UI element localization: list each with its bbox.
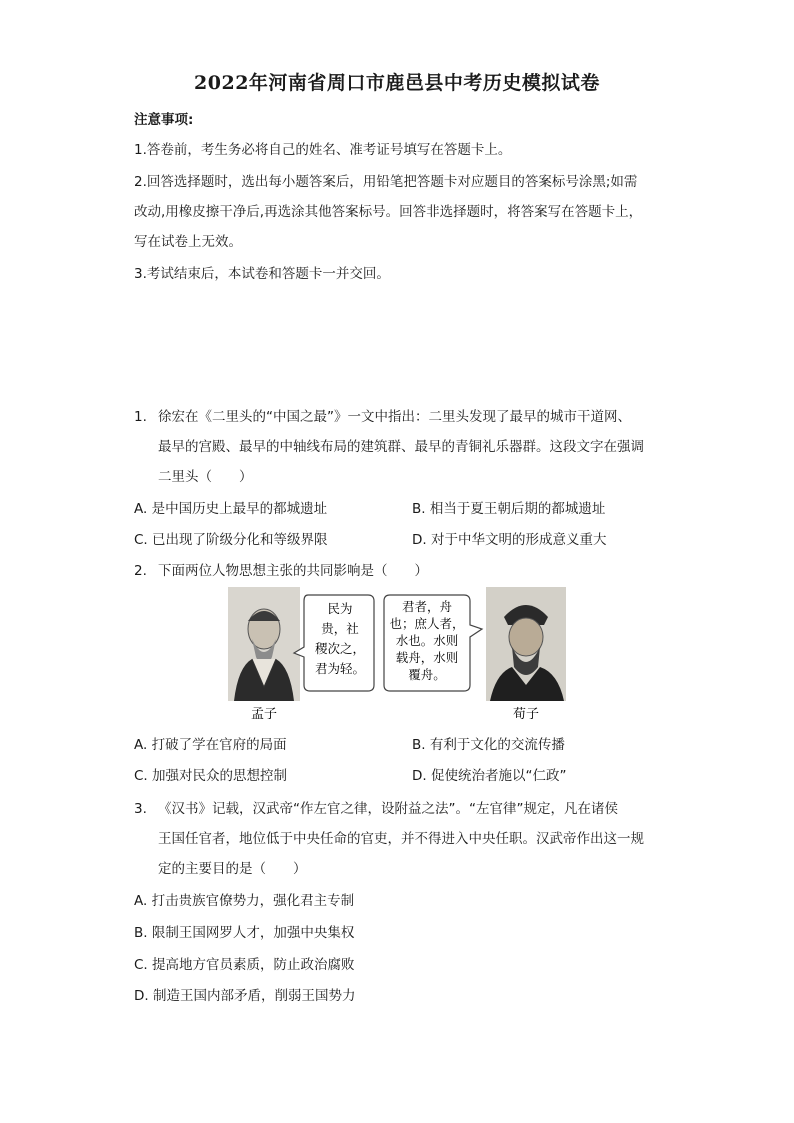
notice-item-3: 3.考试结束后，本试卷和答题卡一并交回。 xyxy=(134,266,390,282)
xunzi-quote-line: 载舟，水则 xyxy=(395,650,459,665)
mencius-xunzi-illustration xyxy=(228,587,566,722)
q3-option-c[interactable]: C. 提高地方官员素质，防止政治腐败 xyxy=(134,957,355,973)
q1-option-d[interactable]: D. 对于中华文明的形成意义重大 xyxy=(412,532,607,548)
question-line: 《汉书》记载，汉武帝“作左官之律，设附益之法”。“左官律”规定，凡在诸侯 xyxy=(158,801,618,817)
xunzi-quote-line: 也；庶人者， xyxy=(389,616,465,631)
xunzi-quote-line: 水也。水则 xyxy=(395,633,459,648)
mencius-quote-line: 民为 xyxy=(327,601,353,616)
question-3 xyxy=(134,794,674,884)
question-line: 二里头（ ） xyxy=(158,469,253,485)
question-2 xyxy=(134,556,674,586)
mencius-caption: 孟子 xyxy=(250,707,278,722)
xunzi-quote-line: 覆舟。 xyxy=(408,667,446,682)
q1-option-a[interactable]: A. 是中国历史上最早的都城遗址 xyxy=(134,501,328,517)
q1-option-c[interactable]: C. 已出现了阶级分化和等级界限 xyxy=(134,532,328,548)
question-number: 3. xyxy=(134,801,147,817)
question-line: 徐宏在《二里头的“中国之最”》一文中指出：二里头发现了最早的城市干道网、 xyxy=(158,409,631,425)
question-1 xyxy=(134,402,674,492)
notice-item-2-line-2: 改动,用橡皮擦干净后,再选涂其他答案标号。回答非选择题时，将答案写在答题卡上， xyxy=(134,204,643,220)
mencius-quote-line: 稷次之， xyxy=(314,641,366,656)
q2-option-a[interactable]: A. 打破了学在官府的局面 xyxy=(134,737,287,753)
q3-option-a[interactable]: A. 打击贵族官僚势力，强化君主专制 xyxy=(134,893,355,909)
q2-option-c[interactable]: C. 加强对民众的思想控制 xyxy=(134,768,288,784)
question-number: 2. xyxy=(134,563,147,579)
question-line: 最早的宫殿、最早的中轴线布局的建筑群、最早的青铜礼乐器群。这段文字在强调 xyxy=(158,439,644,455)
q3-option-b[interactable]: B. 限制王国网罗人才，加强中央集权 xyxy=(134,925,355,941)
q2-option-b[interactable]: B. 有利于文化的交流传播 xyxy=(412,737,565,753)
question-line: 定的主要目的是（ ） xyxy=(158,861,307,877)
xunzi-caption: 荀子 xyxy=(512,707,540,722)
q3-option-d[interactable]: D. 制造王国内部矛盾，削弱王国势力 xyxy=(134,988,356,1004)
notice-item-2-line-1: 2.回答选择题时，选出每小题答案后，用铅笔把答题卡对应题目的答案标号涂黑;如需 xyxy=(134,174,638,190)
q1-option-b[interactable]: B. 相当于夏王朝后期的都城遗址 xyxy=(412,501,606,517)
mencius-quote-line: 君为轻。 xyxy=(314,661,366,676)
xunzi-quote-line: 君者，舟 xyxy=(401,599,453,614)
notice-item-2-line-3: 写在试卷上无效。 xyxy=(134,234,242,250)
question-line: 王国任官者，地位低于中央任命的官吏，并不得进入中央任职。汉武帝作出这一规 xyxy=(158,831,644,847)
mencius-quote-line: 贵，社 xyxy=(321,621,359,636)
question-line: 下面两位人物思想主张的共同影响是（ ） xyxy=(158,563,428,579)
q2-option-d[interactable]: D. 促使统治者施以“仁政” xyxy=(412,768,567,784)
page-title: 2022年河南省周口市鹿邑县中考历史模拟试卷 xyxy=(194,72,600,94)
notice-heading: 注意事项: xyxy=(134,112,194,128)
question-number: 1. xyxy=(134,409,147,425)
notice-item-1: 1.答卷前，考生务必将自己的姓名、准考证号填写在答题卡上。 xyxy=(134,142,512,158)
